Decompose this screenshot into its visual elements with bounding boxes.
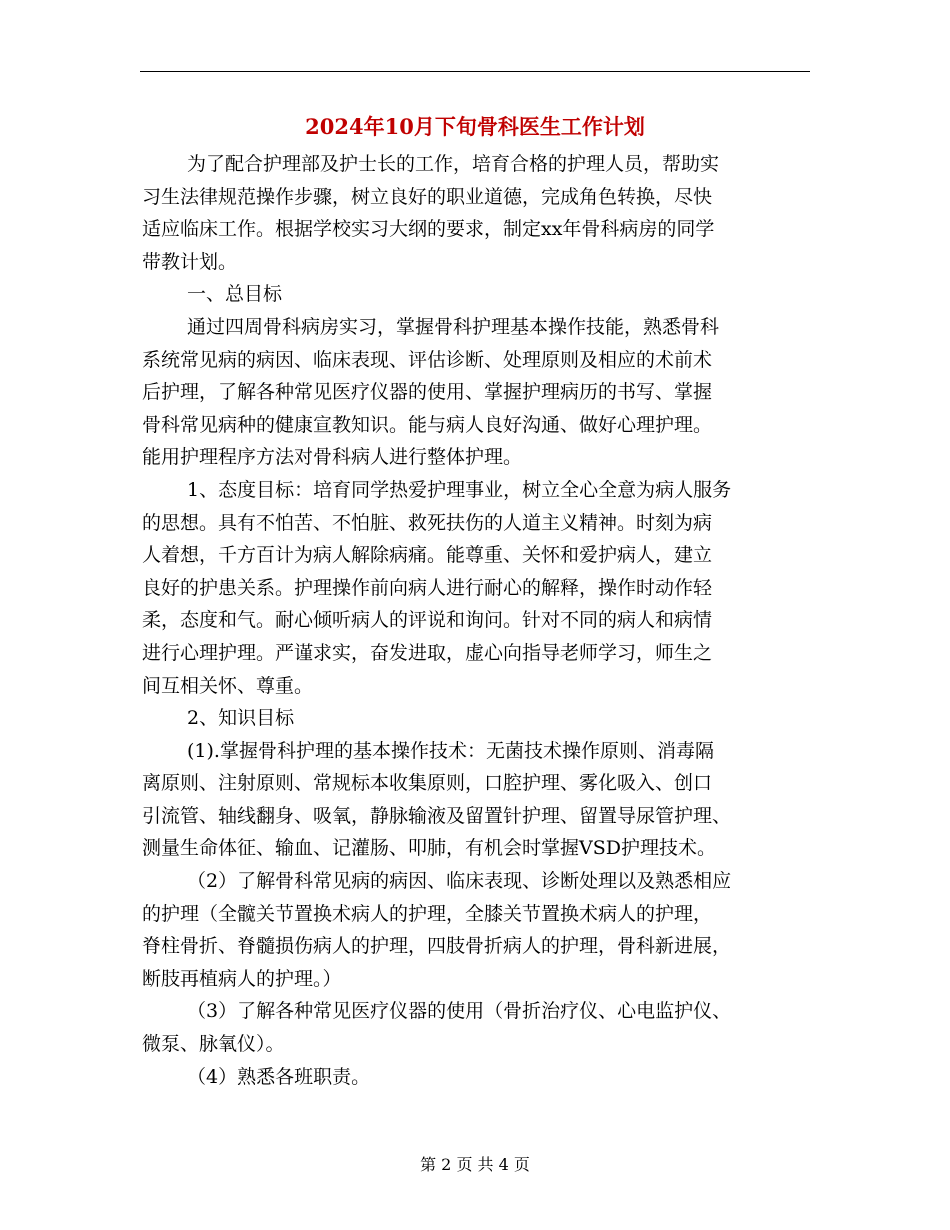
paragraph-line: 引流管、轴线翻身、吸氧，静脉输液及留置针护理、留置导尿管护理、: [142, 804, 732, 827]
paragraph-line: 柔，态度和气。耐心倾听病人的评说和询问。针对不同的病人和病情: [142, 609, 713, 632]
paragraph-line: 离原则、注射原则、常规标本收集原则，口腔护理、雾化吸入、创口: [142, 772, 713, 795]
paragraph-line: 通过四周骨科病房实习，掌握骨科护理基本操作技能，熟悉骨科: [187, 315, 720, 338]
paragraph-line: 微泵、脉氧仪）。: [142, 1033, 285, 1056]
page-footer: 第 2 页 共 4 页: [420, 1155, 530, 1174]
paragraph-line: 适应临床工作。根据学校实习大纲的要求，制定xx年骨科病房的同学: [142, 218, 715, 241]
paragraph-line: 的护理（全髋关节置换术病人的护理，全膝关节置换术病人的护理，: [142, 902, 713, 925]
document-body: [142, 148, 810, 1093]
paragraph-line: 能用护理程序方法对骨科病人进行整体护理。: [142, 446, 523, 469]
paragraph-line: 脊柱骨折、脊髓损伤病人的护理，四肢骨折病人的护理，骨科新进展，: [142, 935, 732, 958]
header-rule: [140, 71, 810, 72]
paragraph-line: 系统常见病的病因、临床表现、评估诊断、处理原则及相应的术前术: [142, 348, 713, 371]
paragraph-line: 为了配合护理部及护士长的工作，培育合格的护理人员，帮助实: [187, 153, 720, 175]
paragraph-line: 人着想，千方百计为病人解除病痛。能尊重、关怀和爱护病人，建立: [142, 544, 713, 567]
paragraph-line: 间互相关怀、尊重。: [142, 674, 314, 697]
document-title: 2024年10月下旬骨科医生工作计划: [305, 114, 645, 139]
paragraph-line: 测量生命体征、输血、记灌肠、叩肺，有机会时掌握VSD护理技术。: [142, 837, 716, 860]
section-heading: 2、知识目标: [187, 707, 295, 730]
paragraph-line: (1).掌握骨科护理的基本操作技术：无菌技术操作原则、消毒隔: [187, 739, 714, 762]
paragraph-line: （4）熟悉各班职责。: [187, 1065, 371, 1088]
paragraph-line: （2）了解骨科常见病的病因、临床表现、诊断处理以及熟悉相应: [187, 870, 732, 893]
paragraph-line: 带教计划。: [142, 250, 238, 273]
paragraph-line: 1、态度目标：培育同学热爱护理事业，树立全心全意为病人服务: [187, 478, 732, 501]
paragraph-line: 的思想。具有不怕苦、不怕脏、救死扶伤的人道主义精神。时刻为病: [142, 511, 713, 534]
paragraph-line: （3）了解各种常见医疗仪器的使用（骨折治疗仪、心电监护仪、: [187, 1000, 732, 1023]
paragraph-line: 后护理，了解各种常见医疗仪器的使用、掌握护理病历的书写、掌握: [142, 381, 713, 404]
paragraph-line: 骨科常见病种的健康宣教知识。能与病人良好沟通、做好心理护理。: [142, 413, 713, 436]
section-heading: 一、总目标: [187, 283, 283, 306]
paragraph-line: 断肢再植病人的护理。）: [142, 967, 342, 990]
paragraph-line: 进行心理护理。严谨求实，奋发进取，虚心向指导老师学习，师生之: [142, 641, 713, 664]
paragraph-line: 习生法律规范操作步骤，树立良好的职业道德，完成角色转换，尽快: [142, 185, 713, 208]
paragraph-line: 良好的护患关系。护理操作前向病人进行耐心的解释，操作时动作轻: [142, 576, 713, 599]
